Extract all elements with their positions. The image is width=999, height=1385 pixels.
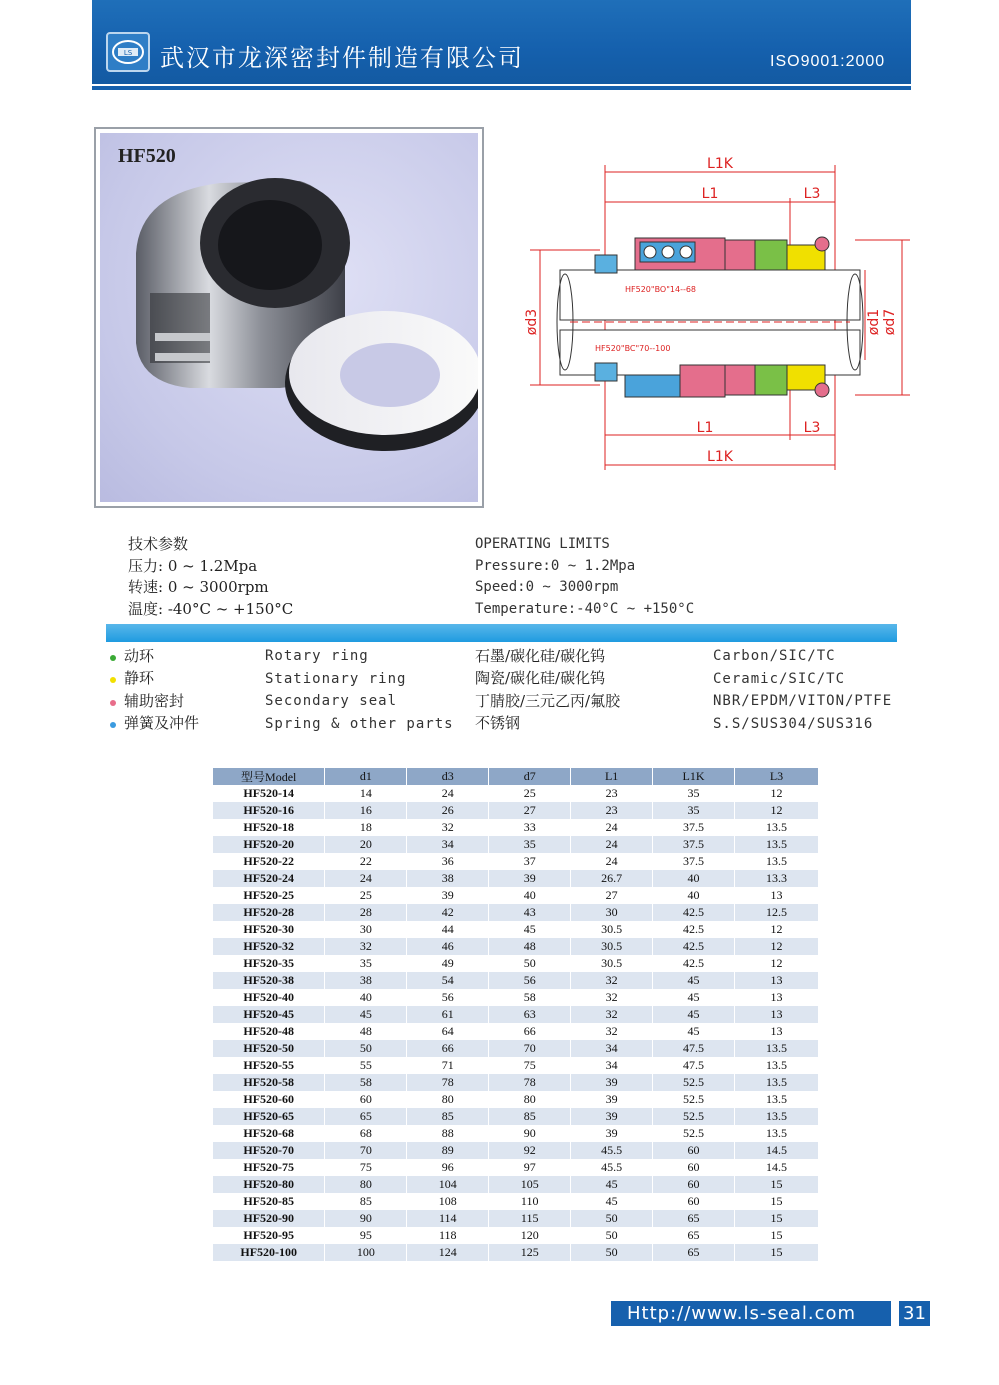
shaft (560, 270, 860, 320)
column-header: d3 (407, 768, 489, 785)
table-cell: 85 (489, 1108, 571, 1125)
table-cell: 124 (407, 1244, 489, 1261)
table-cell: 60 (653, 1159, 735, 1176)
seal-section-diagram (510, 150, 930, 480)
table-header-row (213, 768, 819, 785)
limits-cn-title: 技术参数 (128, 535, 189, 553)
table-row (213, 853, 819, 870)
table-row (213, 1006, 819, 1023)
table-row (213, 819, 819, 836)
table-cell: 68 (325, 1125, 407, 1142)
table-cell: 13 (735, 887, 819, 904)
table-cell: 13.5 (735, 1057, 819, 1074)
limits-cn-speed: 转速: 0 ~ 3000rpm (128, 578, 269, 596)
table-row (213, 989, 819, 1006)
iso-certification: ISO9001:2000 (770, 53, 886, 70)
table-cell: 26.7 (571, 870, 653, 887)
table-cell: 50 (325, 1040, 407, 1057)
table-cell: 33 (489, 819, 571, 836)
section-divider-bar (106, 624, 897, 642)
table-cell: 13 (735, 1023, 819, 1040)
material-composition-cn: 陶瓷/碳化硅/碳化钨 (475, 669, 606, 687)
table-cell: 125 (489, 1244, 571, 1261)
material-en: Rotary ring (265, 648, 369, 665)
table-cell: HF520-25 (213, 887, 325, 904)
dim-l1-bottom: L1 (696, 420, 714, 436)
table-cell: HF520-55 (213, 1057, 325, 1074)
table-cell: 32 (325, 938, 407, 955)
column-header: d7 (489, 768, 571, 785)
table-cell: 30.5 (571, 938, 653, 955)
table-cell: 13.5 (735, 853, 819, 870)
dim-d3: ød3 (524, 308, 540, 336)
table-cell: 32 (571, 972, 653, 989)
table-cell: HF520-58 (213, 1074, 325, 1091)
table-cell: 66 (489, 1023, 571, 1040)
table-cell: 46 (407, 938, 489, 955)
table-row (213, 1108, 819, 1125)
table-cell: 38 (325, 972, 407, 989)
table-cell: 27 (571, 887, 653, 904)
product-photo-frame (94, 127, 484, 508)
table-row (213, 1023, 819, 1040)
material-composition-cn: 不锈钢 (475, 714, 521, 732)
table-cell: 39 (407, 887, 489, 904)
dim-l1-top: L1 (701, 186, 719, 202)
table-cell: HF520-28 (213, 904, 325, 921)
table-cell: HF520-90 (213, 1210, 325, 1227)
material-composition-en: Ceramic/SIC/TC (713, 670, 846, 687)
limits-en-title: OPERATING LIMITS (475, 536, 610, 552)
material-composition-en: Carbon/SIC/TC (713, 648, 836, 665)
table-cell: 52.5 (653, 1074, 735, 1091)
limits-cn-temperature: 温度: -40°C ~ +150°C (128, 599, 294, 618)
table-cell: 97 (489, 1159, 571, 1176)
table-cell: 13.5 (735, 1091, 819, 1108)
material-en: Spring & other parts (265, 715, 454, 732)
table-row (213, 1074, 819, 1091)
table-row (213, 938, 819, 955)
table-cell: HF520-45 (213, 1006, 325, 1023)
table-cell: 12 (735, 955, 819, 972)
table-cell: 39 (571, 1074, 653, 1091)
table-cell: 14 (325, 785, 407, 802)
table-cell: 40 (653, 870, 735, 887)
table-cell: HF520-95 (213, 1227, 325, 1244)
table-cell: HF520-14 (213, 785, 325, 802)
table-cell: 56 (407, 989, 489, 1006)
table-cell: HF520-30 (213, 921, 325, 938)
table-cell: HF520-40 (213, 989, 325, 1006)
table-cell: 30.5 (571, 955, 653, 972)
table-row (213, 921, 819, 938)
table-cell: 40 (653, 887, 735, 904)
table-cell: 13 (735, 989, 819, 1006)
table-cell: 80 (489, 1091, 571, 1108)
table-cell: 44 (407, 921, 489, 938)
table-cell: 52.5 (653, 1091, 735, 1108)
table-cell: 66 (407, 1040, 489, 1057)
table-cell: 24 (571, 836, 653, 853)
table-cell: 13 (735, 972, 819, 989)
table-cell: 89 (407, 1142, 489, 1159)
table-cell: HF520-18 (213, 819, 325, 836)
table-cell: HF520-38 (213, 972, 325, 989)
table-cell: 34 (571, 1057, 653, 1074)
note-bo: HF520"BO"14--68 (625, 285, 697, 294)
table-cell: HF520-100 (213, 1244, 325, 1261)
table-cell: 60 (653, 1193, 735, 1210)
table-cell: HF520-20 (213, 836, 325, 853)
table-cell: 90 (325, 1210, 407, 1227)
table-cell: 45 (653, 989, 735, 1006)
table-row (213, 955, 819, 972)
table-cell: 48 (489, 938, 571, 955)
table-cell: 35 (653, 802, 735, 819)
table-cell: 32 (571, 1006, 653, 1023)
table-body (213, 785, 819, 1261)
table-cell: 108 (407, 1193, 489, 1210)
table-cell: 15 (735, 1176, 819, 1193)
material-cn: 辅助密封 (124, 691, 185, 710)
material-cn: 动环 (124, 646, 155, 665)
table-cell: 30 (571, 904, 653, 921)
table-cell: 60 (653, 1176, 735, 1193)
table-cell: 12 (735, 921, 819, 938)
table-cell: 36 (407, 853, 489, 870)
table-cell: 28 (325, 904, 407, 921)
table-cell: HF520-32 (213, 938, 325, 955)
table-cell: 70 (489, 1040, 571, 1057)
svg-text:LS: LS (123, 49, 133, 57)
table-cell: 12.5 (735, 904, 819, 921)
table-cell: 50 (489, 955, 571, 972)
table-cell: 42.5 (653, 904, 735, 921)
table-cell: 13.5 (735, 1108, 819, 1125)
table-cell: 24 (407, 785, 489, 802)
table-cell: 63 (489, 1006, 571, 1023)
table-row (213, 887, 819, 904)
website-url[interactable]: Http://www.ls-seal.com (611, 1301, 891, 1326)
table-cell: HF520-22 (213, 853, 325, 870)
table-cell: 37 (489, 853, 571, 870)
table-cell: 61 (407, 1006, 489, 1023)
table-row (213, 1244, 819, 1261)
table-row (213, 1057, 819, 1074)
table-row (213, 972, 819, 989)
table-cell: 13 (735, 1006, 819, 1023)
table-cell: 22 (325, 853, 407, 870)
table-cell: HF520-60 (213, 1091, 325, 1108)
table-cell: 49 (407, 955, 489, 972)
table-row (213, 1227, 819, 1244)
dim-d7: ød7 (882, 308, 898, 336)
column-header: L1 (571, 768, 653, 785)
table-cell: 13.5 (735, 836, 819, 853)
table-cell: 78 (407, 1074, 489, 1091)
table-cell: 45 (571, 1193, 653, 1210)
table-cell: 34 (407, 836, 489, 853)
pink-dot-icon (110, 700, 116, 706)
table-cell: 39 (489, 870, 571, 887)
table-cell: 39 (571, 1108, 653, 1125)
material-row-stationary (110, 668, 910, 691)
material-composition-cn: 丁腈胶/三元乙丙/氟胶 (475, 691, 621, 710)
table-cell: 24 (571, 853, 653, 870)
limits-en-pressure: Pressure:0 ~ 1.2Mpa (475, 557, 636, 574)
table-cell: 52.5 (653, 1108, 735, 1125)
table-cell: 37.5 (653, 819, 735, 836)
note-bc: HF520"BC"70--100 (595, 344, 671, 353)
table-cell: 100 (325, 1244, 407, 1261)
table-cell: 95 (325, 1227, 407, 1244)
table-cell: 27 (489, 802, 571, 819)
table-cell: 65 (653, 1244, 735, 1261)
table-cell: 55 (325, 1057, 407, 1074)
table-row (213, 1142, 819, 1159)
header-rule (92, 86, 911, 90)
table-cell: 37.5 (653, 836, 735, 853)
table-cell: 42.5 (653, 921, 735, 938)
table-cell: 40 (325, 989, 407, 1006)
table-cell: 65 (653, 1227, 735, 1244)
table-cell: 114 (407, 1210, 489, 1227)
material-composition-en: S.S/SUS304/SUS316 (713, 715, 874, 732)
table-cell: HF520-48 (213, 1023, 325, 1040)
table-cell: 75 (489, 1057, 571, 1074)
table-cell: 35 (325, 955, 407, 972)
yellow-dot-icon (110, 677, 116, 683)
table-row (213, 1210, 819, 1227)
table-cell: 90 (489, 1125, 571, 1142)
table-cell: 32 (407, 819, 489, 836)
table-cell: 88 (407, 1125, 489, 1142)
table-cell: 85 (407, 1108, 489, 1125)
table-cell: 80 (325, 1176, 407, 1193)
table-cell: 40 (489, 887, 571, 904)
blue-dot-icon (110, 722, 116, 728)
table-cell: HF520-70 (213, 1142, 325, 1159)
table-cell: 42.5 (653, 955, 735, 972)
product-model: HF520 (118, 145, 176, 167)
table-cell: 48 (325, 1023, 407, 1040)
table-cell: 110 (489, 1193, 571, 1210)
table-cell: HF520-80 (213, 1176, 325, 1193)
table-row (213, 1193, 819, 1210)
table-cell: 30 (325, 921, 407, 938)
material-row-secondary (110, 690, 910, 713)
table-cell: 15 (735, 1227, 819, 1244)
table-cell: HF520-68 (213, 1125, 325, 1142)
table-cell: HF520-16 (213, 802, 325, 819)
page-number: 31 (899, 1301, 930, 1326)
table-cell: HF520-50 (213, 1040, 325, 1057)
table-cell: 45 (653, 1006, 735, 1023)
table-cell: 37.5 (653, 853, 735, 870)
material-cn: 弹簧及冲件 (124, 714, 200, 732)
table-cell: 15 (735, 1244, 819, 1261)
column-header: L1K (653, 768, 735, 785)
table-row (213, 802, 819, 819)
table-cell: 13.3 (735, 870, 819, 887)
table-cell: 38 (407, 870, 489, 887)
table-cell: 42.5 (653, 938, 735, 955)
table-cell: 42 (407, 904, 489, 921)
table-row (213, 1040, 819, 1057)
table-cell: 23 (571, 802, 653, 819)
table-cell: 45.5 (571, 1159, 653, 1176)
dim-l1k-bottom: L1K (707, 449, 733, 465)
table-cell: 45 (489, 921, 571, 938)
material-composition-cn: 石墨/碳化硅/碳化钨 (475, 646, 606, 665)
table-cell: 64 (407, 1023, 489, 1040)
table-cell: 52.5 (653, 1125, 735, 1142)
table-cell: 18 (325, 819, 407, 836)
table-cell: 45 (325, 1006, 407, 1023)
table-cell: HF520-24 (213, 870, 325, 887)
table-cell: 120 (489, 1227, 571, 1244)
material-cn: 静环 (124, 669, 155, 687)
product-photo (100, 133, 478, 502)
table-cell: 71 (407, 1057, 489, 1074)
table-cell: 14.5 (735, 1159, 819, 1176)
table-cell: 92 (489, 1142, 571, 1159)
column-header: d1 (325, 768, 407, 785)
table-row (213, 904, 819, 921)
materials-list (110, 645, 910, 735)
table-cell: 39 (571, 1125, 653, 1142)
table-cell: 25 (489, 785, 571, 802)
material-composition-en: NBR/EPDM/VITON/PTFE (713, 693, 893, 710)
table-cell: 14.5 (735, 1142, 819, 1159)
dimension-table (213, 768, 819, 1261)
table-cell: 13.5 (735, 819, 819, 836)
column-header: L3 (735, 768, 819, 785)
table-cell: 65 (325, 1108, 407, 1125)
dim-l1k-top: L1K (707, 156, 733, 172)
table-cell: 58 (489, 989, 571, 1006)
table-cell: 24 (571, 819, 653, 836)
table-cell: 54 (407, 972, 489, 989)
table-cell: 45 (653, 1023, 735, 1040)
table-cell: HF520-35 (213, 955, 325, 972)
table-cell: 15 (735, 1193, 819, 1210)
table-cell: 34 (571, 1040, 653, 1057)
limits-en-speed: Speed:0 ~ 3000rpm (475, 579, 619, 595)
table-cell: 35 (489, 836, 571, 853)
table-cell: 70 (325, 1142, 407, 1159)
table-cell: 39 (571, 1091, 653, 1108)
table-cell: 104 (407, 1176, 489, 1193)
table-cell: 16 (325, 802, 407, 819)
company-logo-icon (106, 32, 150, 72)
table-row (213, 1091, 819, 1108)
table-cell: 23 (571, 785, 653, 802)
material-row-spring (110, 713, 910, 736)
company-name: 武汉市龙深密封件制造有限公司 (160, 44, 524, 72)
table-cell: 105 (489, 1176, 571, 1193)
table-cell: HF520-85 (213, 1193, 325, 1210)
table-cell: 85 (325, 1193, 407, 1210)
table-cell: 80 (407, 1091, 489, 1108)
dim-l3-top: L3 (803, 186, 821, 202)
table-cell: 47.5 (653, 1057, 735, 1074)
table-cell: 47.5 (653, 1040, 735, 1057)
table-row (213, 870, 819, 887)
limits-cn-pressure: 压力: 0 ~ 1.2Mpa (128, 556, 258, 575)
table-row (213, 1159, 819, 1176)
material-row-rotary (110, 645, 910, 668)
table-cell: 58 (325, 1074, 407, 1091)
dim-l3-bottom: L3 (803, 420, 821, 436)
table-cell: 78 (489, 1074, 571, 1091)
table-cell: 96 (407, 1159, 489, 1176)
table-cell: 45 (653, 972, 735, 989)
table-cell: 50 (571, 1227, 653, 1244)
table-cell: 56 (489, 972, 571, 989)
limits-en-temperature: Temperature:-40°C ~ +150°C (475, 600, 695, 617)
table-cell: 26 (407, 802, 489, 819)
table-cell: 13.5 (735, 1040, 819, 1057)
table-cell: 24 (325, 870, 407, 887)
table-cell: 12 (735, 785, 819, 802)
table-cell: 32 (571, 1023, 653, 1040)
table-cell: HF520-75 (213, 1159, 325, 1176)
table-cell: 65 (653, 1210, 735, 1227)
table-cell: 118 (407, 1227, 489, 1244)
table-cell: 50 (571, 1210, 653, 1227)
table-cell: 12 (735, 802, 819, 819)
table-cell: 30.5 (571, 921, 653, 938)
table-cell: 20 (325, 836, 407, 853)
limits-cn (128, 534, 293, 620)
table-cell: 60 (325, 1091, 407, 1108)
table-cell: 12 (735, 938, 819, 955)
table-cell: 115 (489, 1210, 571, 1227)
material-en: Stationary ring (265, 670, 407, 687)
table-row (213, 785, 819, 802)
table-cell: 43 (489, 904, 571, 921)
table-cell: 13.5 (735, 1125, 819, 1142)
table-row (213, 1176, 819, 1193)
upper-seal-section (595, 237, 829, 273)
table-cell: 13.5 (735, 1074, 819, 1091)
dim-d1: ød1 (866, 308, 882, 336)
table-cell: HF520-65 (213, 1108, 325, 1125)
limits-en (475, 534, 694, 620)
table-cell: 60 (653, 1142, 735, 1159)
table-cell: 45.5 (571, 1142, 653, 1159)
table-cell: 45 (571, 1176, 653, 1193)
material-en: Secondary seal (265, 693, 398, 710)
green-dot-icon (110, 655, 116, 661)
table-cell: 25 (325, 887, 407, 904)
table-cell: 35 (653, 785, 735, 802)
column-header: 型号Model (213, 768, 325, 785)
table-cell: 50 (571, 1244, 653, 1261)
table-cell: 15 (735, 1210, 819, 1227)
table-cell: 75 (325, 1159, 407, 1176)
table-row (213, 1125, 819, 1142)
table-cell: 32 (571, 989, 653, 1006)
table-row (213, 836, 819, 853)
